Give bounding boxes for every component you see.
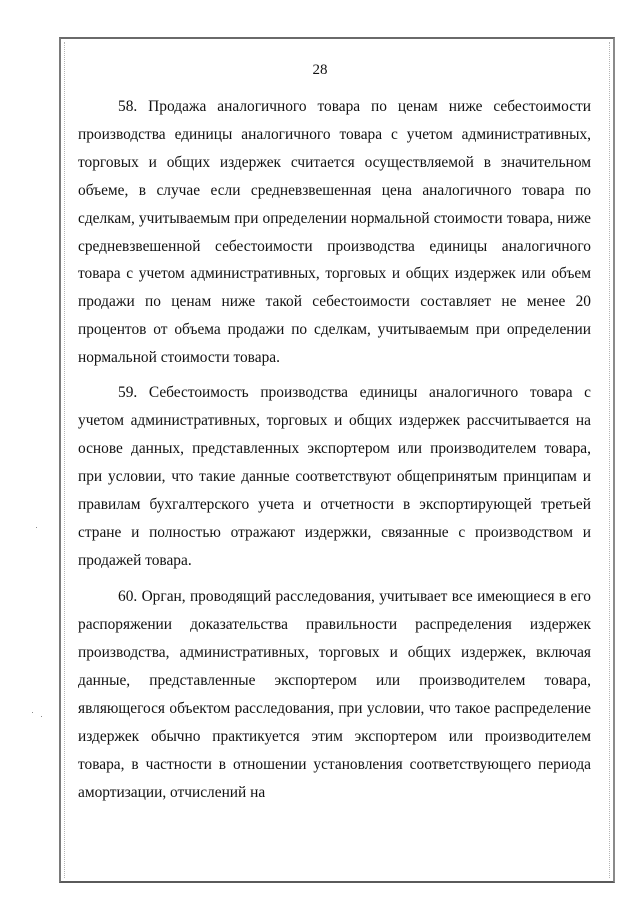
scan-speck xyxy=(32,712,33,713)
paragraph-59: 59. Себестоимость производства единицы аналогичного товара с учетом административных, торговых и общих издержек рассчитывается на основе данных, представленных экспортером или производителем товара, при условии, что такие данные соответствуют общепринятым принципам и правилам бухгалтерского учета и отчетности в экспортирующей третьей стране и полностью отражают издержки, связанные с производством и продажей товара. xyxy=(78,384,591,569)
scan-speck xyxy=(41,716,42,717)
scan-speck xyxy=(36,527,37,528)
document-body xyxy=(78,93,591,807)
paragraph-60: 60. Орган, проводящий расследования, учитывает все имеющиеся в его распоряжении доказательства правильности распределения издержек производства, административных, торговых и общих издержек, включая данные, представленные экспортером или производителем товара, являющегося объектом расследования, при условии, что такое распределение издержек обычно практикуется этим экспортером или производителем товара, в частности в отношении установления соответствующего периода амортизации, отчислений на xyxy=(78,588,591,801)
paragraph-58: 58. Продажа аналогичного товара по ценам ниже себестоимости производства единицы аналогичного товара с учетом административных, торговых и общих издержек считается осуществляемой в значительном объеме, в случае если средневзвешенная цена аналогичного товара по сделкам, учитываемым при определении нормальной стоимости товара, ниже средневзвешенной себестоимости производства единицы аналогичного товара с учетом административных, торговых и общих издержек или объем продажи по ценам ниже такой себестоимости составляет не менее 20 процентов от объема продажи по сделкам, учитываемым при определении нормальной стоимости товара. xyxy=(78,98,591,367)
page-number: 28 xyxy=(312,62,328,78)
